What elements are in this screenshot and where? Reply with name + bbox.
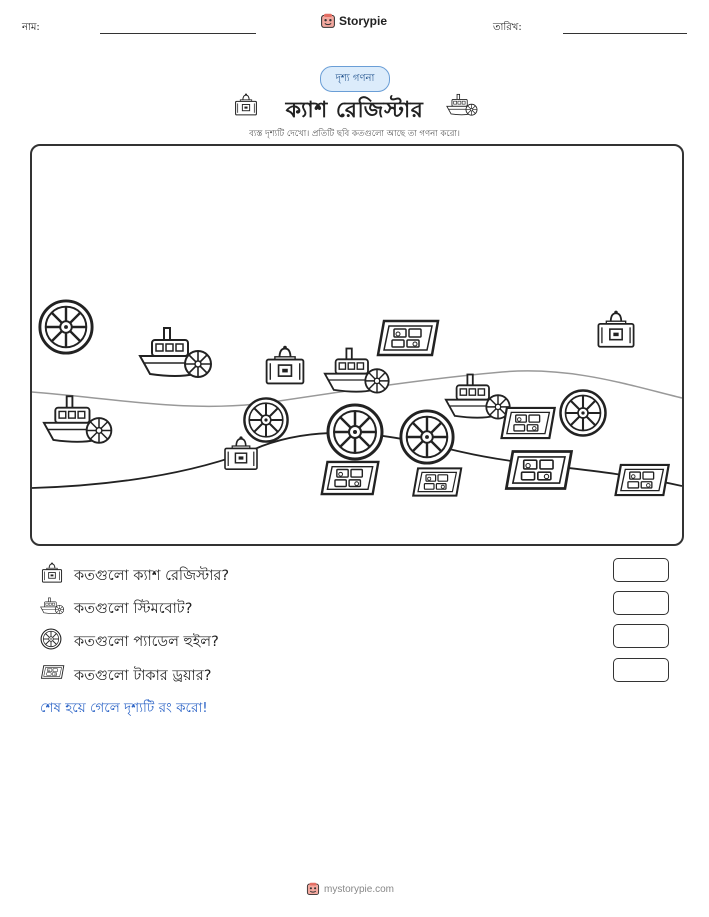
- question-text: কতগুলো প্যাডেল হুইল?: [74, 634, 219, 650]
- paddle-wheel-icon: [40, 628, 62, 650]
- cash-drawer-icon: [502, 408, 555, 438]
- answer-box[interactable]: [613, 591, 669, 615]
- instructions: ব্যস্ত দৃশ্যটি দেখো। প্রতিটি ছবি কতগুলো আছে তা গণনা করো।: [249, 129, 460, 139]
- name-field[interactable]: [100, 33, 256, 34]
- storypie-logo-icon: [306, 882, 320, 896]
- paddle-wheel-icon: [401, 411, 453, 463]
- cash-drawer-icon: [40, 662, 66, 682]
- storypie-logo-icon: [320, 13, 336, 29]
- cash-register-icon: [40, 562, 64, 584]
- paddle-wheel-icon: [40, 301, 92, 353]
- counting-scene: [30, 144, 684, 546]
- paddle-wheel-icon: [561, 391, 606, 436]
- answer-box[interactable]: [613, 624, 669, 648]
- date-field[interactable]: [563, 33, 687, 34]
- cash-drawer-icon: [506, 452, 571, 489]
- steamboat-icon: [446, 375, 510, 419]
- footer: [306, 882, 394, 896]
- page-title: ক্যাশ রেজিস্টার: [285, 98, 424, 123]
- answer-box[interactable]: [613, 658, 669, 682]
- category-badge: দৃশ্য গণনা: [320, 66, 390, 92]
- question-text: কতগুলো টাকার ড্রয়ার?: [74, 668, 212, 684]
- cash-register-icon: [598, 311, 633, 347]
- cash-drawer-icon: [322, 462, 379, 494]
- question-row: [40, 662, 670, 688]
- cash-register-icon: [267, 346, 304, 384]
- color-instruction: শেষ হয়ে গেলে দৃশ্যটি রং করো!: [40, 700, 208, 716]
- date-label: তারিখ:: [493, 22, 522, 33]
- brand-name: Storypie: [339, 14, 388, 28]
- question-text: কতগুলো ক্যাশ রেজিস্টার?: [74, 568, 230, 584]
- steamboat-icon: [44, 396, 111, 443]
- question-row: [40, 595, 670, 621]
- steamboat-icon: [40, 595, 66, 617]
- answer-box[interactable]: [613, 558, 669, 582]
- cash-drawer-icon: [413, 468, 461, 495]
- cash-drawer-icon: [378, 321, 438, 355]
- cash-register-icon: [225, 436, 257, 469]
- scene-illustration: [32, 146, 682, 544]
- name-label: নাম:: [22, 22, 40, 33]
- paddle-wheel-icon: [328, 405, 382, 459]
- question-text: কতগুলো স্টিমবোট?: [74, 601, 193, 617]
- question-row: [40, 562, 670, 588]
- footer-url[interactable]: mystorypie.com: [324, 883, 395, 895]
- cash-drawer-icon: [616, 465, 669, 495]
- question-row: [40, 628, 670, 654]
- steamboat-icon: [140, 328, 211, 377]
- steamboat-icon: [446, 92, 480, 118]
- paddle-wheel-icon: [244, 398, 287, 441]
- brand-logo: [320, 13, 390, 29]
